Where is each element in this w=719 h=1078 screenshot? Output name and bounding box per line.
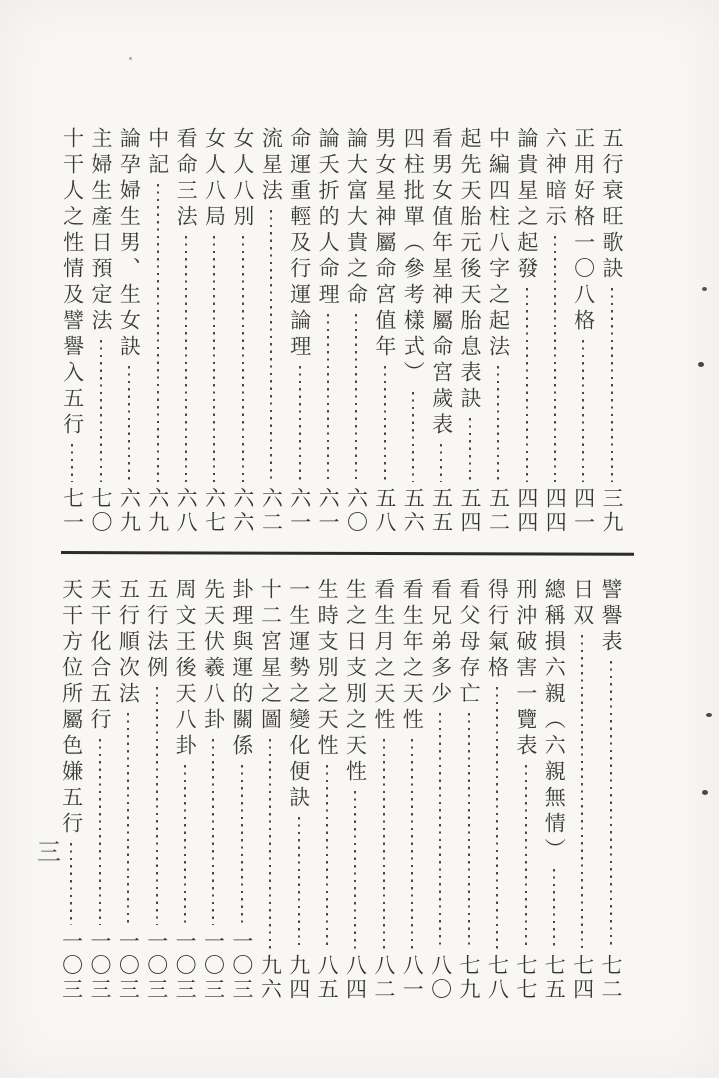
toc-entry [345,127,367,535]
page-separator-line [61,551,634,555]
toc-entry-page-number: 一〇三 [201,930,226,1002]
dotted-leader [147,184,169,482]
ink-speck [129,57,132,60]
toc-entry [232,127,254,535]
toc-entry-title: 女人八別 [230,127,255,231]
ink-speck [698,362,704,367]
toc-entry [344,578,366,1002]
dotted-leader [62,444,84,482]
toc-entry [600,578,622,1002]
toc-entry-page-number: 七九 [457,954,482,1002]
dotted-leader [573,340,595,482]
toc-entry-title: 正用好格一〇八格 [571,127,596,335]
toc-entry-page-number: 一〇三 [229,930,254,1002]
toc-section-lower [54,578,622,1002]
toc-entry-title: 流星法 [259,127,284,205]
dotted-leader [232,236,254,482]
toc-entry-title: 一生運勢之變化便訣 [286,578,311,812]
toc-entry [458,578,480,1002]
dotted-leader [459,418,481,482]
dotted-leader [203,739,225,925]
toc-entry-title: 四柱批單（參考樣式） [401,127,426,387]
toc-entry-page-number: 三九 [600,487,624,535]
toc-entry-title: 生之日支別之天性 [343,578,368,786]
toc-entry-title: 起先天胎元後天胎息表訣 [458,127,483,413]
toc-entry-title: 五行法例 [144,578,169,682]
toc-entry-page-number: 八二 [371,954,396,1002]
dotted-leader [487,366,509,482]
toc-entry [430,578,452,1002]
toc-entry-page-number: 八〇 [428,954,453,1002]
toc-entry-title: 命運重輕及行運論理 [287,127,312,361]
toc-entry-title: 譬譽表 [599,578,623,656]
toc-entry-page-number: 七五 [542,954,567,1002]
toc-entry-title: 女人八局 [202,127,227,231]
toc-entry-page-number: 五五 [429,487,454,535]
dotted-leader [61,843,83,925]
toc-entry-page-number: 八四 [343,954,368,1002]
dotted-leader [401,739,423,949]
toc-entry-title: 十二宮星之圖 [258,578,283,734]
toc-entry-page-number: 一〇三 [87,930,112,1002]
toc-entry [543,578,565,1002]
dotted-leader [175,236,197,482]
toc-entry [516,127,538,535]
toc-entry [90,127,112,535]
dotted-leader [146,687,168,925]
toc-entry-title: 論貴星之起發 [514,127,539,283]
toc-entry-page-number: 七一 [60,487,85,535]
dotted-leader [544,236,566,482]
dotted-leader [374,366,396,482]
dotted-leader [458,713,480,949]
toc-entry-page-number: 六一 [287,487,312,535]
toc-entry-title: 周文王後天八卦 [173,578,198,760]
toc-entry-title: 看兄弟多少 [428,578,453,708]
toc-entry-title: 看命三法 [174,127,199,231]
toc-entry-title: 主婦生產日預定法 [88,127,113,335]
dotted-leader [174,765,196,925]
toc-entry-title: 看男女值年星神屬命宮歲表 [429,127,454,439]
toc-entry-page-number: 五八 [372,487,397,535]
toc-entry-page-number: 五二 [486,487,511,535]
toc-entry-page-number: 七二 [599,954,623,1002]
toc-entry-page-number: 八五 [315,954,340,1002]
dotted-leader [373,739,395,949]
dotted-leader [543,869,565,949]
toc-entry-title: 看生年之天性 [400,578,425,734]
toc-entry [118,127,140,535]
toc-entry [402,127,424,535]
toc-entry-title: 五行衰旺歌訣 [600,127,624,283]
toc-entry-page-number: 九六 [258,954,283,1002]
toc-entry-page-number: 七〇 [88,487,113,535]
toc-entry [544,127,566,535]
toc-entry [146,578,168,1002]
toc-entry-page-number: 六九 [117,487,142,535]
dotted-leader [117,713,139,925]
toc-entry-title: 五行順次法 [116,578,141,708]
toc-entry-page-number: 一〇三 [173,930,198,1002]
toc-entry [373,578,395,1002]
toc-entry-page-number: 七八 [485,954,510,1002]
toc-entry-title: 刑沖破害一覽表 [513,578,538,760]
toc-entry-title: 天干方位所屬色嫌五行 [59,578,84,838]
dotted-leader [516,288,538,482]
toc-entry-page-number: 九四 [286,954,311,1002]
toc-entry [572,578,594,1002]
toc-entry-page-number: 六〇 [344,487,369,535]
toc-entry [601,127,623,535]
dotted-leader [289,366,311,482]
dotted-leader [90,340,112,482]
dotted-leader [345,314,367,482]
dotted-leader [430,713,452,949]
dotted-leader [431,444,453,482]
toc-entry [259,578,281,1002]
dotted-leader [204,236,226,482]
toc-entry [487,127,509,535]
toc-entry-title: 十干人之性情及譬譽入五行 [60,127,85,439]
dotted-leader [402,392,424,482]
toc-entry-page-number: 六九 [145,487,170,535]
toc-entry-title: 生時支別之天性 [315,578,340,760]
toc-entry [288,578,310,1002]
toc-entry [61,578,83,1002]
toc-entry-title: 論大富大貴之命 [344,127,369,309]
toc-entry [174,578,196,1002]
toc-entry-page-number: 六二 [259,487,284,535]
dotted-leader [600,661,622,949]
dotted-leader [515,765,537,949]
toc-entry-page-number: 一〇三 [116,930,141,1002]
toc-entry [204,127,226,535]
toc-entry-title: 男女星神屬命宮值年 [372,127,397,361]
toc-entry-page-number: 六六 [230,487,255,535]
toc-entry-page-number: 七七 [513,954,538,1002]
dotted-leader [486,687,508,949]
ink-speck [702,287,707,291]
toc-entry-page-number: 四四 [514,487,539,535]
toc-entry [260,127,282,535]
dotted-leader [259,739,281,949]
toc-entry [289,127,311,535]
toc-entry-title: 論夭折的人命理 [316,127,341,309]
toc-entry-page-number: 一〇三 [59,930,84,1002]
toc-entry [515,578,537,1002]
toc-entry [317,127,339,535]
toc-entry-page-number: 四四 [543,487,568,535]
ink-speck [702,790,708,795]
dotted-leader [260,210,282,482]
toc-entry-title: 六神暗示 [543,127,568,231]
toc-entry-page-number: 八一 [400,954,425,1002]
dotted-leader [344,791,366,949]
dotted-leader [89,739,111,925]
toc-entry-title: 卦理與運的關係 [229,578,254,760]
dotted-leader [231,765,253,925]
dotted-leader [317,314,339,482]
toc-entry-title: 中記 [145,127,170,179]
toc-entry [117,578,139,1002]
toc-entry [203,578,225,1002]
folio-page-number: 三 [37,838,61,866]
toc-entry [316,578,338,1002]
toc-entry [573,127,595,535]
toc-entry-title: 日双 [570,578,595,630]
dotted-leader [601,288,623,482]
toc-entry-title: 總稱損六親（六親無情） [542,578,567,864]
toc-entry-page-number: 五四 [458,487,483,535]
toc-section-upper [55,127,623,535]
toc-entry [486,578,508,1002]
dotted-leader [316,765,338,949]
toc-entry [89,578,111,1002]
toc-entry-page-number: 五六 [401,487,426,535]
toc-entry [231,578,253,1002]
toc-entry-title: 先天伏羲八卦 [201,578,226,734]
toc-entry [175,127,197,535]
toc-entry-title: 看父母存亡 [457,578,482,708]
toc-entry-title: 看生月之天性 [371,578,396,734]
ink-speck [706,713,712,717]
toc-entry [401,578,423,1002]
toc-entry [62,127,84,535]
dotted-leader [572,635,594,949]
toc-entry [374,127,396,535]
toc-entry-page-number: 四一 [571,487,596,535]
dotted-leader [118,366,140,482]
toc-entry-page-number: 六一 [316,487,341,535]
toc-entry-page-number: 六八 [174,487,199,535]
toc-entry-page-number: 七四 [570,954,595,1002]
toc-entry-page-number: 一〇三 [144,930,169,1002]
toc-entry [459,127,481,535]
toc-entry-title: 論孕婦生男、生女訣 [117,127,142,361]
toc-entry [431,127,453,535]
toc-entry-title: 天干化合五行 [87,578,112,734]
toc-entry [147,127,169,535]
toc-entry-page-number: 六七 [202,487,227,535]
toc-entry-title: 得行氣格 [485,578,510,682]
toc-entry-title: 中編四柱八字之起法 [486,127,511,361]
dotted-leader [288,817,310,949]
